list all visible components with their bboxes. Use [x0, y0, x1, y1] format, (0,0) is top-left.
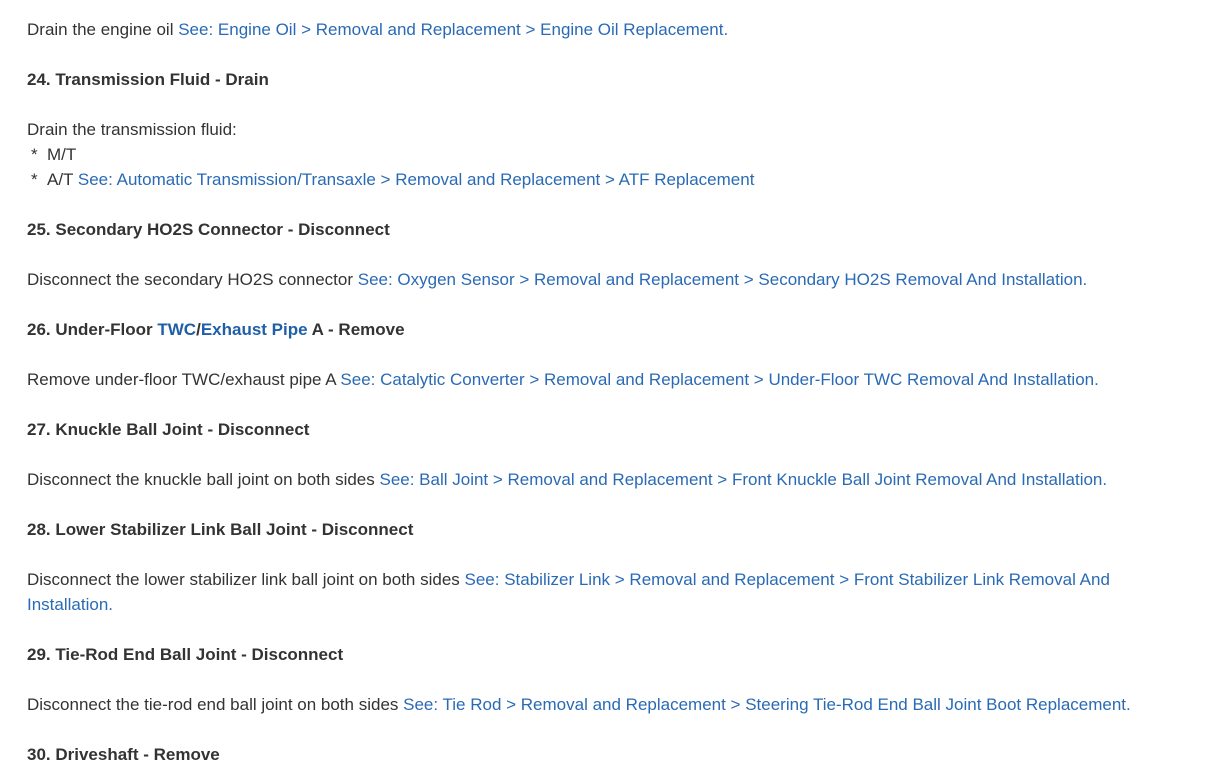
bullet-marker: * [31, 170, 38, 189]
atf-replacement-link[interactable]: See: Automatic Transmission/Transaxle > Removal and Replacement > ATF Replacement [77, 170, 755, 189]
secondary-ho2s-link[interactable]: See: Oxygen Sensor > Removal and Replacement > Secondary HO2S Removal And Installation. [357, 270, 1088, 289]
paragraph-drain-engine-oil [27, 17, 1187, 42]
step-30-heading: 30. Driveshaft - Remove [27, 745, 220, 764]
heading-separator: / [196, 320, 201, 339]
bullet-item-mt [27, 142, 1187, 167]
engine-oil-replacement-link[interactable]: See: Engine Oil > Removal and Replacement > Engine Oil Replacement. [178, 20, 729, 39]
bullet-marker: * [31, 145, 38, 164]
paragraph-text: Drain the engine oil [27, 20, 179, 39]
paragraph-text: Disconnect the tie-rod end ball joint on both sides [27, 695, 404, 714]
step-24-heading: 24. Transmission Fluid - Drain [27, 70, 269, 89]
heading-text: 26. Under-Floor [27, 320, 158, 339]
step-25-paragraph [27, 267, 1187, 292]
paragraph-text: Disconnect the lower stabilizer link ball joint on both sides [27, 570, 465, 589]
step-29-heading: 29. Tie-Rod End Ball Joint - Disconnect [27, 645, 344, 664]
bullet-label: M/T [47, 145, 77, 164]
step-25-heading: 25. Secondary HO2S Connector - Disconnect [27, 220, 390, 239]
step-27-heading: 27. Knuckle Ball Joint - Disconnect [27, 420, 310, 439]
paragraph-text: Disconnect the knuckle ball joint on both sides [27, 470, 380, 489]
bullet-item-at [27, 167, 1187, 192]
step-26-heading [27, 317, 1187, 342]
heading-text: A - Remove [307, 320, 405, 339]
step-28-heading: 28. Lower Stabilizer Link Ball Joint - Disconnect [27, 520, 414, 539]
step-29-paragraph [27, 692, 1187, 717]
knuckle-ball-joint-link[interactable]: See: Ball Joint > Removal and Replacement > Front Knuckle Ball Joint Removal And Installation. [379, 470, 1108, 489]
tie-rod-link[interactable]: See: Tie Rod > Removal and Replacement > Steering Tie-Rod End Ball Joint Boot Replacement. [403, 695, 1131, 714]
stabilizer-link-link[interactable]: See: Stabilizer Link > Removal and Replacement > Front Stabilizer Link Removal And Installation. [27, 570, 1110, 614]
step-28-paragraph [27, 567, 1187, 617]
paragraph-text: Remove under-floor TWC/exhaust pipe A [27, 370, 341, 389]
twc-link[interactable]: TWC [157, 320, 197, 339]
step-24-text: Drain the transmission fluid: [27, 120, 237, 139]
exhaust-pipe-link[interactable]: Exhaust Pipe [200, 320, 308, 339]
step-27-paragraph [27, 467, 1187, 492]
under-floor-twc-link[interactable]: See: Catalytic Converter > Removal and Replacement > Under-Floor TWC Removal And Installation. [340, 370, 1099, 389]
paragraph-text: Disconnect the secondary HO2S connector [27, 270, 358, 289]
step-26-paragraph [27, 367, 1187, 392]
bullet-label: A/T [47, 170, 78, 189]
